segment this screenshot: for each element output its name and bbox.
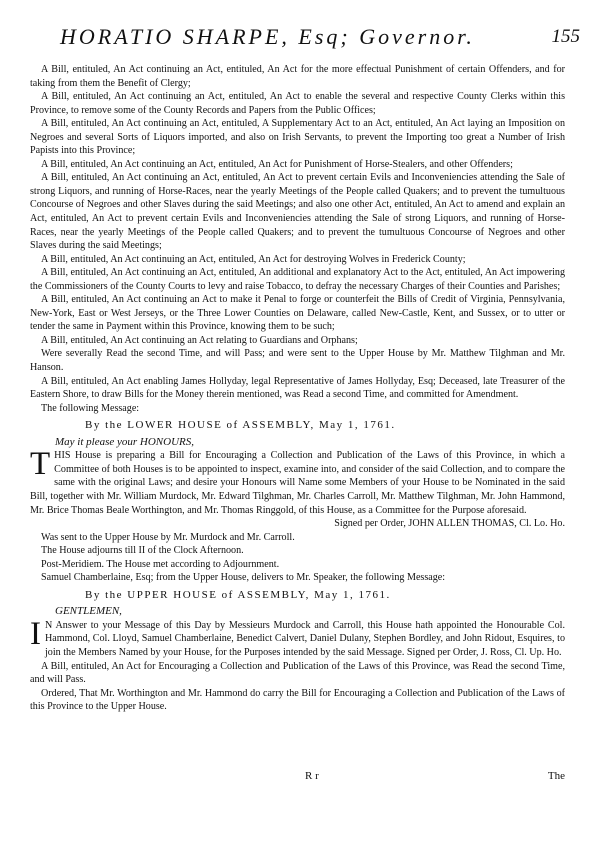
gentlemen-salutation: GENTLEMEN,	[55, 605, 122, 618]
lower-house-signature: Signed per Order, JOHN ALLEN THOMAS, Cl. Lo. Ho.	[334, 518, 565, 530]
chamberlaine-line: Samuel Chamberlaine, Esq; from the Upper House, delivers to Mr. Speaker, the following Message:	[41, 572, 446, 584]
page-footer	[30, 770, 565, 786]
bill-paragraph-9: A Bill, entituled, An Act continuing an Act relating to Guardians and Orphans;	[41, 334, 358, 346]
running-title: HORATIO SHARPE, Esq; Governor.	[60, 24, 475, 49]
bill-paragraph-5: A Bill, entituled, An Act continuing an Act, entituled, An Act to prevent certain Evils and Inconveniencies attending the Sale of strong Liquors, and running of Horse-Races, near the yearly Meetings of the People called Quakers; and to prevent the tumultuous Concourse of Negroes and other Slaves during the said Meetings; and also one other Act, entituled, An Act to amend and explain an Act, entituled, An Act to prevent certain Evils and Inconveniencies attending the Sale of strong Liquors, and running of Horse-Races, near the yearly Meetings of the People called Quakers; and to prevent the tumultuous Concourse of Negroes and other Slaves during the said Meetings;	[30, 172, 565, 252]
bill-paragraph-2: A Bill, entituled, An Act continuing an Act, entituled, An Act to enable the several and respective County Clerks within this Province, to remove some of the County Records and Papers from the Public Offices;	[30, 91, 565, 116]
upper-house-message-text: N Answer to your Message of this Day by Messieurs Murdock and Carroll, this House hath appointed the Honourable Col. Hammond, Col. Lloyd, Samuel Chamberlaine, Benedict Calvert, Daniel Dulany, Stephen Bordley, and John Ridout, Esquires, to join the Members Named by your House, for the Purposes intended by the said Message. Signed per Order, J. Ross, Cl. Up. Ho.	[45, 619, 565, 658]
drop-cap-t: T	[30, 446, 51, 483]
sent-upper-line: Was sent to the Upper House by Mr. Murdock and Mr. Carroll.	[41, 531, 295, 543]
bill-paragraph-7: A Bill, entituled, An Act continuing an Act, entituled, An additional and explanatory Act to the Act, entituled, An Act impowering the Commissioners of the County Courts to levy and raise Tobacco, to defray the necessary Charges of their Counties and Parishes;	[30, 267, 565, 292]
ordered-paragraph: Ordered, That Mr. Worthington and Mr. Hammond do carry the Bill for Encouraging a Collection and Publication of the Laws of this Province to the Upper House.	[30, 687, 565, 713]
drop-cap-i: I	[30, 615, 41, 652]
encouraging-bill-paragraph: A Bill, entituled, An Act for Encouraging a Collection and Publication of the Laws of this Province, was Read the second Time, and will Pass.	[30, 660, 565, 686]
bill-paragraph-6: A Bill, entituled, An Act continuing an Act, entituled, An Act for destroying Wolves in Frederick County;	[41, 253, 466, 265]
upper-house-message	[30, 615, 565, 660]
catchword: The	[547, 770, 565, 782]
bill-paragraph-8: A Bill, entituled, An Act continuing an Act to make it Penal to forge or counterfeit the Bills of Credit of Virginia, Pennsylvania, New-York, East or West Jerseys, or the Three Lower Counties on Delaware, called New-Castle, Kent, and Sussex, or to utter or tender the same in Payment within this Province, knowing them to be such;	[30, 294, 565, 333]
page-body	[30, 63, 565, 714]
honours-salutation: May it please your HONOURS,	[55, 435, 195, 448]
lower-house-message	[30, 446, 565, 517]
bill-paragraph-3: A Bill, entituled, An Act continuing an Act, entituled, A Supplementary Act to an Act, entituled, An Act laying an Imposition on Negroes and several Sorts of Liquors imported, and also on Irish Servants, to prevent the Importing too great a Number of Irish Papists into this Province;	[30, 118, 565, 157]
bill-paragraph-1: A Bill, entituled, An Act continuing an Act, entituled, An Act for the more effectual Punishment of certain Offenders, and for taking from them the Benefit of Clergy;	[30, 64, 565, 89]
following-message-line: The following Message:	[41, 402, 140, 414]
upper-house-heading: By the UPPER HOUSE of ASSEMBLY, May 1, 1761.	[85, 588, 391, 601]
signature-mark: R r	[305, 770, 319, 782]
running-header	[60, 24, 580, 54]
post-meridiem-line: Post-Meridiem. The House met according to Adjournment.	[41, 558, 280, 570]
adjourns-line: The House adjourns till II of the Clock Afternoon.	[41, 545, 244, 557]
bill-paragraph-4: A Bill, entituled, An Act continuing an Act, entituled, An Act for Punishment of Horse-Stealers, and other Offenders;	[41, 158, 513, 170]
page-number: 155	[551, 26, 580, 47]
holliday-bill-paragraph: A Bill, entituled, An Act enabling James Hollyday, legal Representative of James Hollyday, Esq; Deceased, late Treasurer of the Eastern Shore, to draw Bills for the Money therein mentioned, was Read a second Time, and committed for Amendment.	[30, 375, 565, 401]
severally-read-paragraph: Were severally Read the second Time, and will Pass; and were sent to the Upper House by Mr. Matthew Tilghman and Mr. Hanson.	[30, 348, 565, 374]
lower-house-heading: By the LOWER HOUSE of ASSEMBLY, May 1, 1761.	[85, 419, 396, 432]
lower-house-message-text: HIS House is preparing a Bill for Encouraging a Collection and Publication of the Laws of this Province, in which a Committee of both Houses is to be appointed to inspect, examine into, and consider of the said Collection, and to compare the same with the original Laws; and desire your Honours will Name some Members of your House to be Nominated in the said Bill, together with Mr. William Murdock, Mr. Edward Tilghman, Mr. Charles Carroll, Mr. Matthew Tilghman, Mr. John Hammond, Mr. Brice Thomas Beale Worthington, and Mr. Thomas Ringgold, of this House, as a Committee for the Purpose aforesaid.	[30, 450, 565, 516]
